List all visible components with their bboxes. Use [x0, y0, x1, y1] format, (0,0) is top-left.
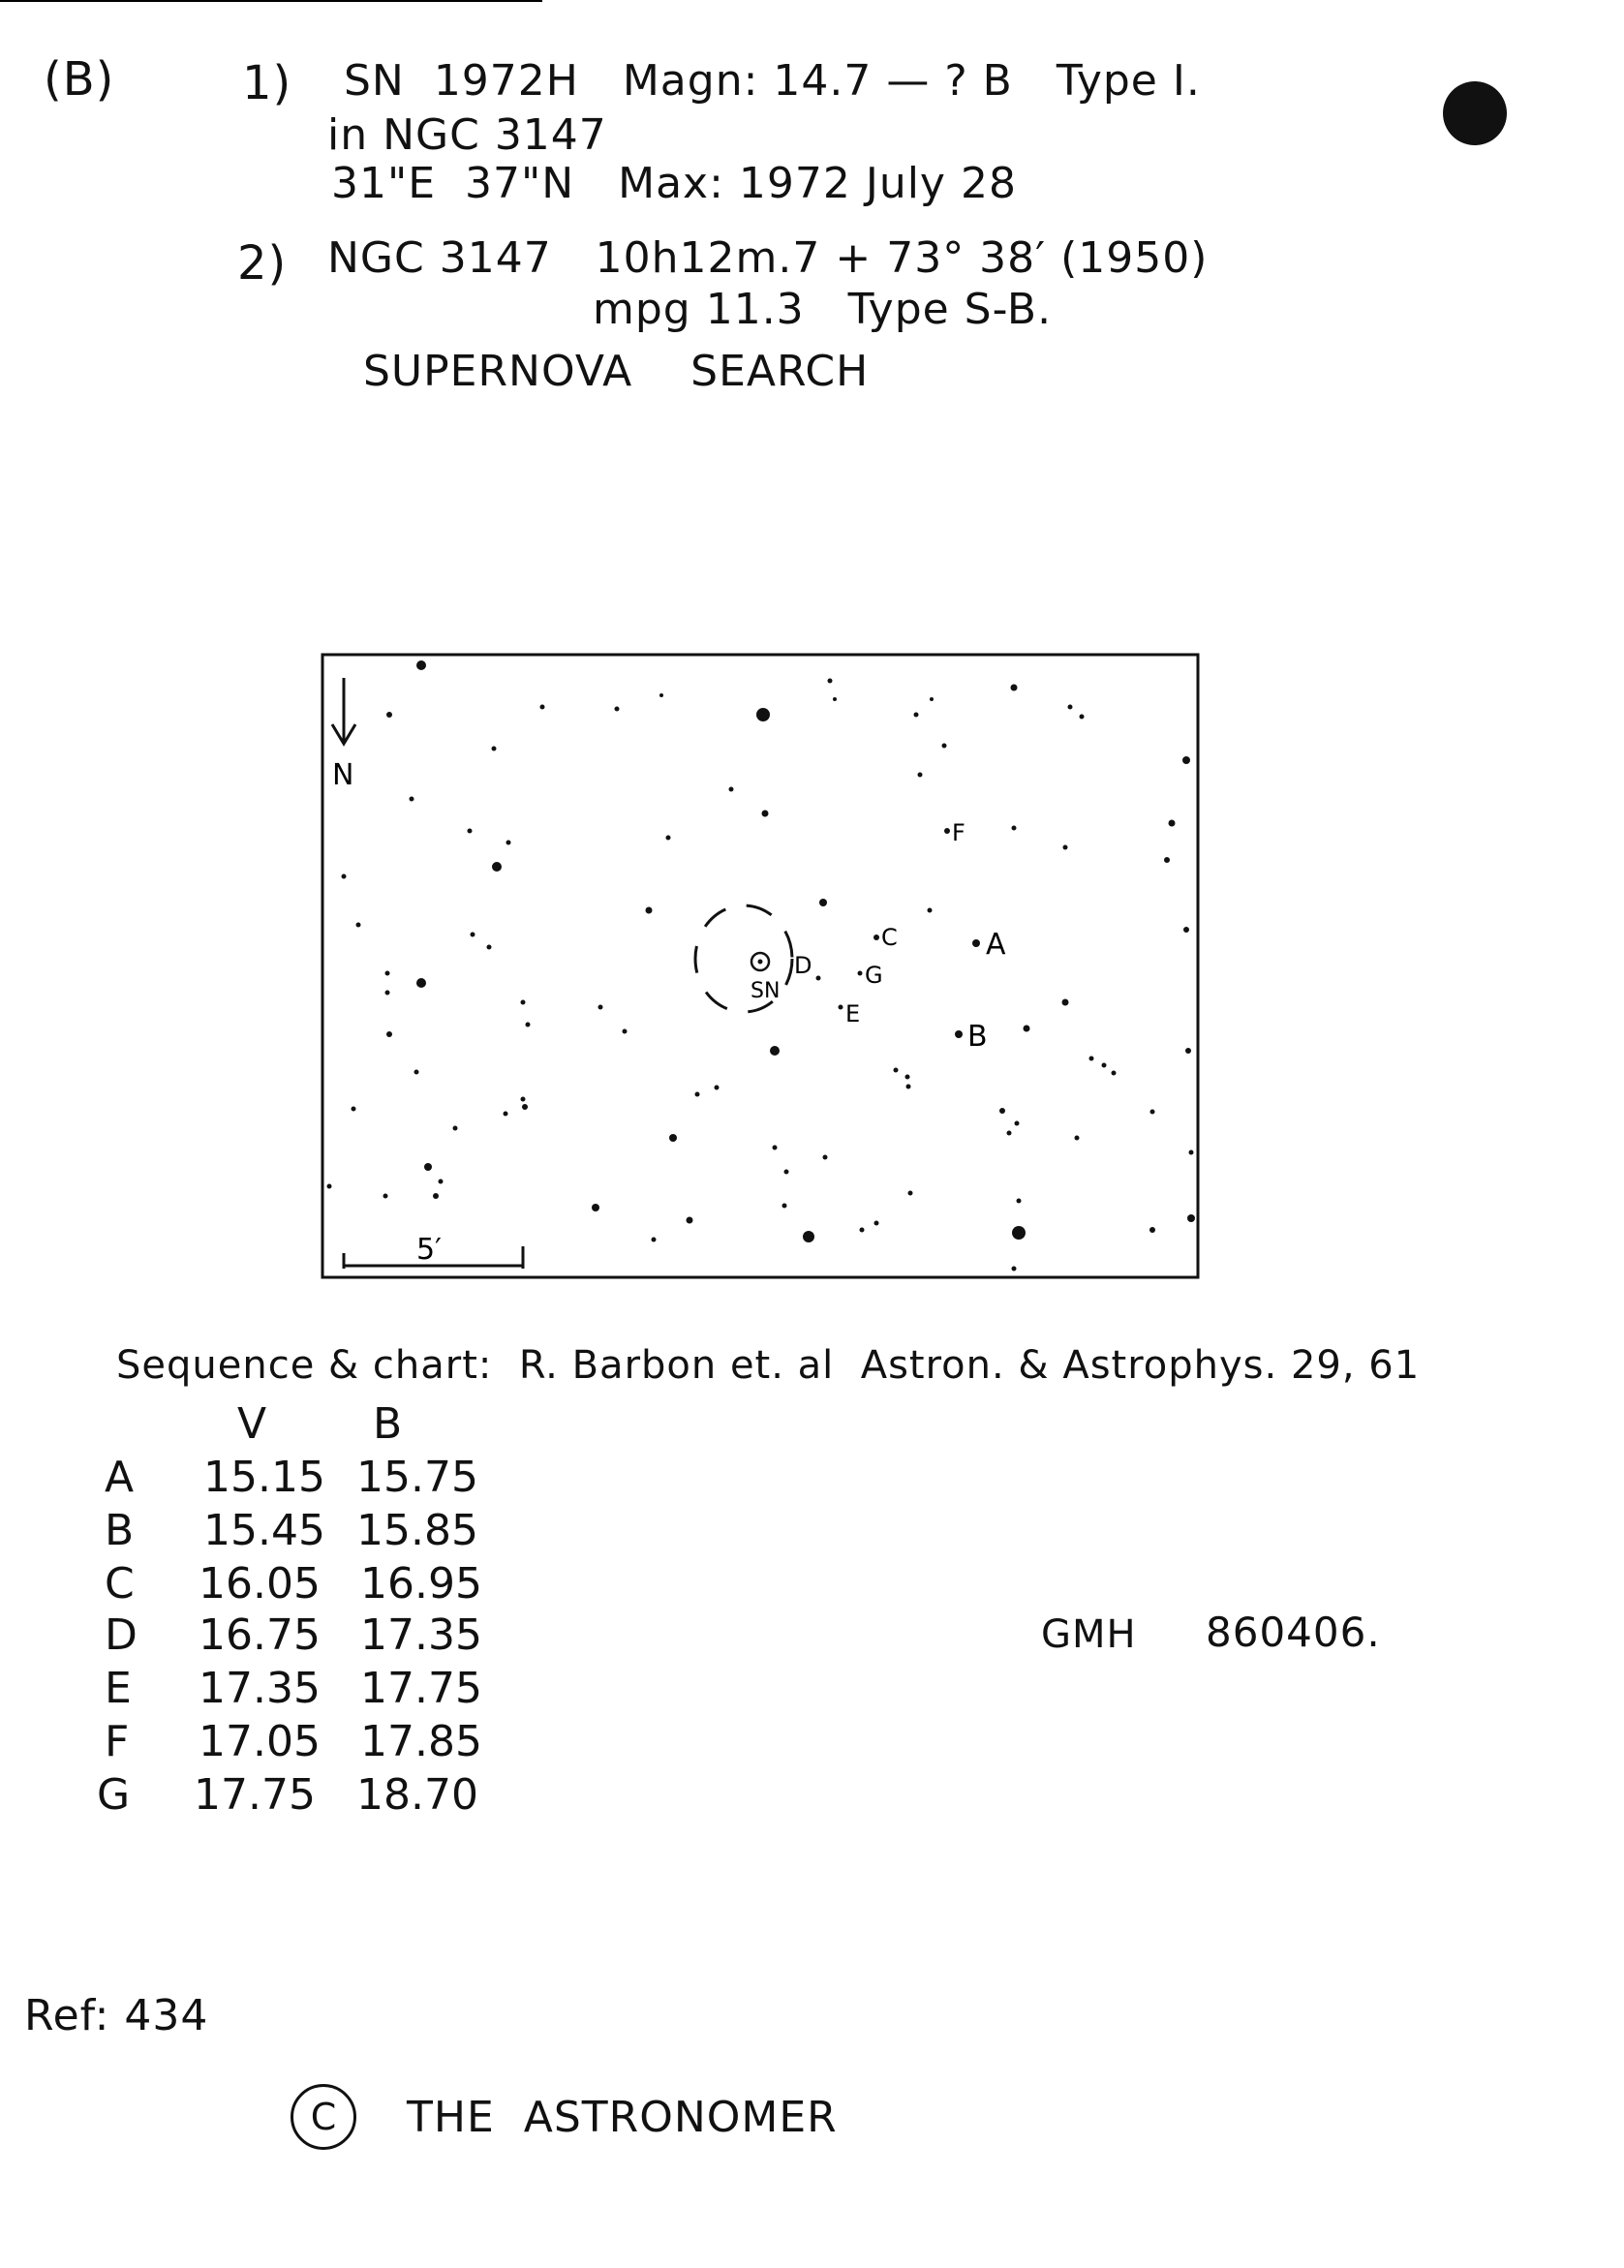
- field-star: [453, 1126, 458, 1131]
- field-star: [999, 1108, 1005, 1114]
- item1-line1: SN 1972H Magn: 14.7 — ? B Type I.: [344, 56, 1201, 106]
- star-f-dot: [944, 828, 950, 834]
- field-star: [471, 933, 475, 937]
- field-star: [615, 707, 620, 712]
- field-star: [356, 923, 361, 928]
- field-star: [386, 712, 392, 718]
- field-star: [803, 1231, 814, 1242]
- field-star: [424, 1163, 432, 1171]
- field-star: [1187, 1214, 1195, 1222]
- row-v: 16.75: [199, 1610, 321, 1660]
- field-star: [492, 747, 497, 751]
- star-b-label: B: [967, 1020, 988, 1054]
- star-c-dot: [873, 935, 879, 940]
- star-a-dot: [972, 939, 980, 947]
- row-star: E: [105, 1664, 132, 1713]
- field-star: [659, 693, 663, 697]
- field-star: [1112, 1071, 1117, 1076]
- sn-marker-dot: [758, 960, 763, 965]
- row-star: G: [97, 1770, 131, 1820]
- field-star: [1150, 1110, 1155, 1115]
- date-code: 860406.: [1206, 1609, 1381, 1656]
- field-star: [327, 1184, 332, 1189]
- field-star: [492, 862, 502, 872]
- row-v: 17.75: [194, 1770, 316, 1820]
- field-star: [386, 1031, 392, 1037]
- field-star: [521, 1000, 526, 1005]
- field-star: [918, 773, 923, 778]
- field-star: [930, 697, 934, 701]
- field-star: [1149, 1227, 1155, 1233]
- field-star: [729, 787, 734, 792]
- star-c-label: C: [881, 924, 898, 951]
- row-star: D: [105, 1610, 138, 1660]
- field-star: [1062, 999, 1069, 1006]
- field-star: [1189, 1150, 1194, 1155]
- field-star: [695, 1092, 700, 1097]
- field-star: [1017, 1199, 1022, 1204]
- field-star: [468, 829, 473, 834]
- col-header-v: V: [237, 1399, 267, 1449]
- field-star: [905, 1075, 910, 1080]
- section-label: (B): [44, 52, 115, 107]
- field-star: [1012, 826, 1017, 831]
- row-b: 16.95: [360, 1559, 482, 1609]
- row-b: 15.75: [356, 1453, 478, 1502]
- field-star: [687, 1217, 693, 1224]
- star-e-dot: [839, 1005, 843, 1010]
- row-b: 15.85: [356, 1506, 478, 1555]
- sequence-caption: Sequence & chart: R. Barbon et. al Astron. & Astrophys. 29, 61: [116, 1343, 1421, 1388]
- field-star: [1015, 1121, 1020, 1126]
- field-star: [762, 811, 769, 817]
- chart-frame: [322, 655, 1198, 1277]
- field-star: [782, 1204, 787, 1209]
- field-star: [914, 713, 919, 718]
- field-star: [598, 1005, 603, 1010]
- field-star: [669, 1134, 677, 1142]
- star-g-dot: [858, 971, 863, 976]
- field-star: [439, 1180, 444, 1184]
- field-star: [1024, 1026, 1030, 1032]
- field-star: [1089, 1057, 1094, 1061]
- field-star: [823, 1155, 828, 1160]
- field-star: [828, 679, 833, 684]
- copyright-symbol: [291, 2084, 356, 2150]
- reference: Ref: 434: [24, 1991, 209, 2040]
- field-star: [1183, 927, 1189, 933]
- copyright-text: THE ASTRONOMER: [407, 2093, 838, 2142]
- field-star: [894, 1068, 899, 1073]
- field-star: [1068, 705, 1073, 710]
- row-star: C: [105, 1559, 135, 1609]
- field-star: [1012, 1267, 1017, 1272]
- field-star: [433, 1193, 439, 1199]
- field-star: [1182, 756, 1190, 764]
- field-star: [819, 899, 827, 906]
- row-v: 15.15: [203, 1453, 325, 1502]
- col-header-b: B: [373, 1399, 403, 1449]
- row-b: 17.85: [360, 1717, 482, 1766]
- field-star: [906, 1085, 911, 1089]
- field-star: [352, 1107, 356, 1112]
- field-star: [756, 708, 770, 721]
- field-star: [623, 1029, 628, 1034]
- star-d-label: D: [794, 952, 812, 979]
- star-e-label: E: [845, 1000, 861, 1027]
- copyright-letter: C: [310, 2096, 337, 2138]
- field-star: [770, 1046, 780, 1056]
- field-star: [1063, 845, 1068, 850]
- row-v: 17.05: [199, 1717, 321, 1766]
- field-star: [652, 1238, 657, 1242]
- star-b-dot: [955, 1030, 963, 1038]
- scale-label: 5′: [416, 1233, 442, 1267]
- field-star: [874, 1221, 879, 1226]
- field-star: [410, 797, 414, 802]
- item1-number: 1): [242, 56, 292, 110]
- item2-line2: mpg 11.3 Type S-B.: [593, 285, 1053, 334]
- field-star: [385, 991, 390, 996]
- field-star: [540, 705, 545, 710]
- field-star: [1164, 857, 1170, 863]
- row-v: 17.35: [199, 1664, 321, 1713]
- row-b: 17.35: [360, 1610, 482, 1660]
- item1-line3: 31"E 37"N Max: 1972 July 28: [331, 159, 1017, 208]
- star-g-label: G: [865, 962, 883, 989]
- field-star: [526, 1023, 531, 1027]
- field-star: [1185, 1048, 1191, 1054]
- field-star: [1080, 715, 1085, 720]
- field-star: [414, 1070, 419, 1075]
- star-d-dot: [816, 976, 821, 981]
- item2-line1: NGC 3147 10h12m.7 + 73° 38′ (1950): [327, 233, 1209, 283]
- field-star: [715, 1086, 720, 1090]
- field-star: [1012, 1226, 1026, 1240]
- row-v: 15.45: [203, 1506, 325, 1555]
- north-label: N: [332, 758, 354, 792]
- field-star: [385, 971, 390, 976]
- row-v: 16.05: [199, 1559, 321, 1609]
- field-star: [773, 1146, 778, 1150]
- star-field: [327, 660, 1196, 1272]
- item1-line2: in NGC 3147: [327, 110, 607, 160]
- row-star: B: [105, 1506, 135, 1555]
- item2-number: 2): [237, 236, 288, 291]
- field-star: [666, 836, 671, 841]
- row-b: 17.75: [360, 1664, 482, 1713]
- field-star: [416, 660, 426, 670]
- labeled-stars: [794, 819, 1006, 1054]
- field-star: [784, 1170, 789, 1175]
- field-star: [522, 1104, 528, 1110]
- field-star: [1007, 1131, 1012, 1136]
- field-star: [592, 1204, 599, 1211]
- field-star: [928, 908, 933, 913]
- field-star: [504, 1112, 508, 1117]
- field-star: [416, 978, 426, 988]
- field-star: [1102, 1063, 1107, 1068]
- field-star: [646, 907, 653, 914]
- star-f-label: F: [952, 819, 965, 846]
- field-star: [383, 1194, 388, 1199]
- field-star: [487, 945, 492, 950]
- field-star: [942, 744, 947, 749]
- field-star: [342, 874, 347, 879]
- page-title: SUPERNOVA SEARCH: [363, 347, 870, 396]
- row-b: 18.70: [356, 1770, 478, 1820]
- row-star: A: [105, 1453, 135, 1502]
- sn-label: SN: [751, 979, 781, 1003]
- field-star: [1075, 1136, 1080, 1141]
- field-star: [521, 1097, 526, 1102]
- field-star: [833, 697, 837, 701]
- author-initials: GMH: [1041, 1612, 1137, 1657]
- star-a-label: A: [986, 928, 1006, 962]
- field-star: [860, 1228, 865, 1233]
- field-star: [1011, 685, 1018, 691]
- field-star: [908, 1191, 913, 1196]
- field-star: [506, 841, 511, 845]
- row-star: F: [105, 1717, 130, 1766]
- field-star: [1169, 820, 1176, 827]
